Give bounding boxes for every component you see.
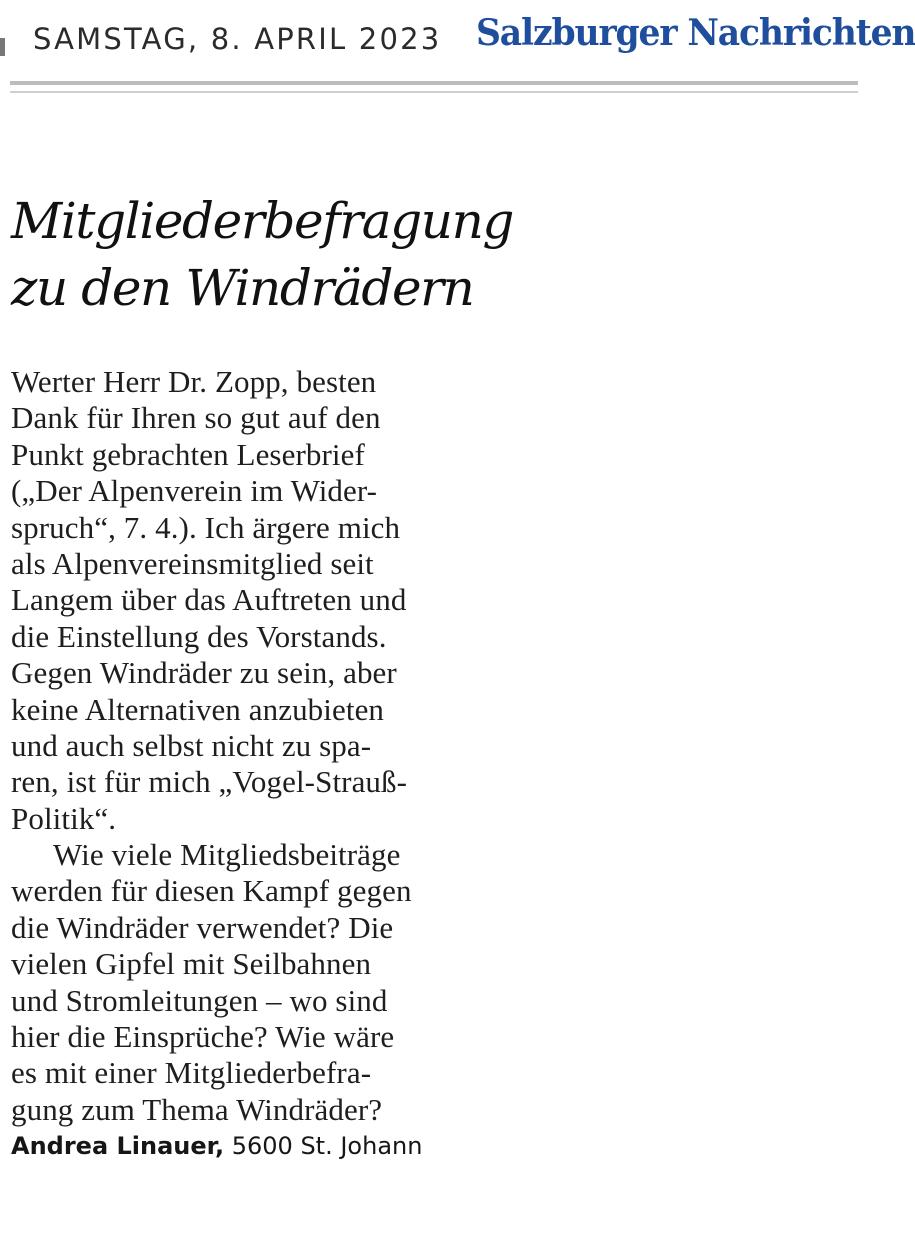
body-line: Dank für Ihren so gut auf den [11,400,381,436]
author-location: 5600 St. Johann [231,1132,423,1161]
body-line: Langem über das Auftreten und [11,582,407,618]
letter-body [11,364,491,1165]
body-line: Gegen Windräder zu sein, aber [11,655,397,691]
headline-line: zu den Windrädern [11,259,474,317]
body-line: hier die Einsprüche? Wie wäre [11,1019,395,1055]
letter-signature [11,1128,491,1164]
body-line: die Windräder verwendet? Die [11,909,394,945]
page-header [0,0,915,100]
body-line: Werter Herr Dr. Zopp, besten [11,364,377,399]
header-rule-thin [10,91,858,93]
page-edge-mark [0,38,5,56]
body-line: ren, ist für mich „Vogel-Strauß- [11,764,408,800]
body-line: Punkt gebrachten Leserbrief [11,436,365,472]
newspaper-masthead: Salzburger Nachrichten [476,12,915,54]
letter-headline [11,188,511,322]
body-line: werden für diesen Kampf gegen [11,873,412,909]
body-line: gung zum Thema Windräder? [11,1091,383,1127]
headline-line: Mitgliederbefragung [11,192,513,250]
header-rule [10,81,858,85]
paragraph-start-line: Wie viele Mitgliedsbeiträge [53,837,401,873]
body-line: es mit einer Mitgliederbefra- [11,1055,372,1091]
body-line: Politik“. [11,800,117,836]
body-line: und Stromleitungen – wo sind [11,982,388,1018]
body-line: („Der Alpenverein im Wider- [11,473,378,509]
body-line: die Einstellung des Vorstands. [11,618,387,654]
issue-date: SAMSTAG, 8. APRIL 2023 [33,22,442,56]
author-name: Andrea Linauer, [11,1132,225,1161]
body-line: spruch“, 7. 4.). Ich ärgere mich [11,509,401,545]
body-line: vielen Gipfel mit Seilbahnen [11,946,372,982]
body-line: und auch selbst nicht zu spa- [11,727,372,763]
body-line: als Alpenvereinsmitglied seit [11,545,374,581]
body-line: keine Alternativen anzubieten [11,691,385,727]
